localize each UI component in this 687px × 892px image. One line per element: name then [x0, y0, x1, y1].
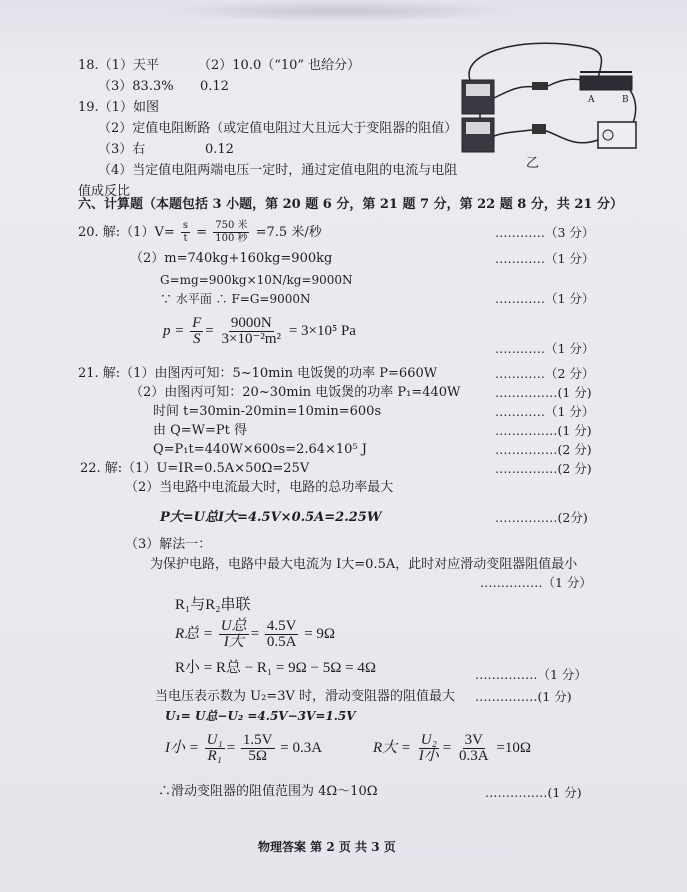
q22-min-resistance: R小 = R总 − R₁ = 9Ω − 5Ω = 4Ω [175, 660, 376, 676]
fraction [205, 733, 225, 764]
result: = 0.3A [280, 740, 323, 756]
q22-series: R₁与R₂串联 [175, 597, 251, 613]
denominator: S [192, 331, 201, 348]
lhs: R大 = [373, 740, 412, 756]
q18-part2: （2）10.0（“10” 也给分） [198, 58, 361, 73]
score: …………（1 分） [495, 291, 595, 306]
q22-part2: （2）当电路中电流最大时，电路的总功率最大 [125, 480, 394, 495]
denominator: t [183, 233, 188, 244]
numerator: U总 [220, 618, 247, 635]
denominator: 3×10⁻²m² [221, 331, 282, 348]
q18-part3: （3）83.3% [98, 79, 174, 94]
q22-max-current: 为保护电路，电路中最大电流为 I大=0.5A，此时对应滑动变阻器阻值最小 [150, 557, 578, 572]
q20-force: ∵ 水平面 ∴ F=G=9000N [160, 292, 311, 306]
denominator: I大 [223, 634, 244, 651]
denominator: I小 [418, 748, 439, 765]
q18-part3-value: 0.12 [200, 79, 229, 94]
result: = 3×10⁵ Pa [288, 323, 356, 339]
fraction [213, 220, 249, 245]
score: ……………(2 分) [495, 442, 592, 457]
score: …………（3 分） [495, 225, 595, 240]
q19-part1: 19.（1）如图 [78, 100, 159, 115]
score: ……………(1 分) [475, 689, 572, 704]
page-footer: 物理答案 第 2 页 共 3 页 [258, 840, 396, 854]
score: ……………(1 分) [495, 423, 592, 438]
fraction [220, 316, 284, 347]
numerator: U₂ [420, 732, 437, 749]
fraction [219, 619, 249, 650]
result: = 9Ω [304, 626, 336, 642]
lhs: p = [163, 323, 185, 339]
denominator: 5Ω [248, 748, 268, 765]
q20-p1-result: =7.5 米/秒 [255, 225, 322, 240]
fraction [181, 220, 190, 245]
q22-conclusion: ∴滑动变阻器的阻值范围为 4Ω～10Ω [158, 784, 378, 799]
q21-part1: 21. 解:（1）由图丙可知：5~10min 电饭煲的功率 P=660W [78, 366, 438, 381]
q21-formula: 由 Q=W=Pt 得 [153, 423, 248, 438]
q22-min-current: I小 = $\frac{\text{U₁}}{\text{R₁}}$ = $\frac{1.5V}{5\Omega}$ = 0.3A [165, 732, 323, 765]
q20-pressure-formula: p = $\frac{F}{S}$ = $\frac{9000N}{\text{3×10⁻²m²}}$ = 3×10⁵ Pa [163, 315, 356, 348]
numerator: 4.5V [266, 618, 297, 635]
denominator: 100 秒 [215, 233, 248, 244]
numerator: 3V [464, 732, 483, 749]
q19-part4-cont: 值成反比 [78, 184, 131, 199]
terminal-b-label: B [622, 95, 629, 105]
denominator: R₁ [207, 748, 222, 765]
rheostat-icon [580, 76, 632, 90]
section-title: 六、计算题（本题包括 3 小题，第 20 题 6 分，第 21 题 7 分，第 22 题 8 分，共 21 分） [78, 197, 623, 212]
fraction [241, 733, 275, 764]
score: ……………(1 分) [495, 385, 592, 400]
denominator: 0.3A [459, 748, 489, 765]
numerator: F [192, 315, 202, 332]
power-supply-icon [598, 122, 636, 148]
score: ……………（1 分） [480, 575, 592, 590]
score: ……………(2 分) [495, 461, 592, 476]
q19-part3: （3）右 [98, 142, 146, 157]
lhs: I小 = [165, 740, 199, 756]
fraction [190, 316, 203, 347]
q21-heat: Q=P₁t=440W×600s=2.64×10⁵ J [153, 442, 368, 457]
q18-part1: 18.（1）天平 [78, 58, 159, 73]
q22-u1: U₁= U总−U₂ =4.5V−3V=1.5V [165, 709, 356, 723]
q19-part4: （4）当定值电阻两端电压一定时，通过定值电阻的电流与电阻 [98, 163, 458, 178]
q21-time: 时间 t=30min-20min=10min=600s [153, 404, 382, 419]
q22-power: P大=U总I大=4.5V×0.5A=2.25W [160, 510, 382, 525]
q20-p1-prefix: 20. 解:（1）V= [78, 225, 175, 240]
q20-gravity: G=mg=900kg×10N/kg=9000N [160, 273, 353, 287]
equals: = [196, 225, 208, 240]
switch-icon [532, 124, 546, 134]
terminal-a-label: A [588, 95, 595, 105]
numerator: s [182, 220, 189, 231]
q21-part2: （2）由图丙可知：20~30min 电饭煲的功率 P₁=440W [130, 385, 461, 400]
denominator: 0.5A [266, 634, 297, 651]
q20-part1 [78, 218, 322, 248]
circuit-diagram [440, 40, 640, 175]
numerator: U₁ [206, 732, 223, 749]
numerator: 1.5V [242, 732, 273, 749]
lhs: R总 = [175, 626, 214, 642]
fraction [265, 619, 299, 650]
q22-part1: 22. 解:（1）U=IR=0.5A×50Ω=25V [80, 461, 310, 476]
score: …………（1 分） [495, 341, 595, 356]
numerator: 9000N [230, 315, 272, 332]
q20-part2: （2）m=740kg+160kg=900kg [130, 251, 333, 266]
q22-voltmeter: 当电压表示数为 U₂=3V 时，滑动变阻器的阻值最大 [155, 689, 455, 704]
figure-label: 乙 [526, 156, 540, 171]
resistor-icon [532, 82, 548, 90]
score: …………（1 分） [495, 251, 595, 266]
fraction [457, 733, 491, 764]
scan-shadow [160, 0, 520, 22]
score: …………（1 分） [495, 404, 595, 419]
q19-part3-value: 0.12 [205, 142, 234, 157]
q22-part3: （3）解法一： [125, 537, 212, 552]
q22-max-resistance: R大 = $\frac{\text{U₂}}{\text{I小}}$ = $\frac{3V}{0.3A}$ =10Ω [373, 732, 531, 765]
score: ……………（1 分） [475, 667, 587, 682]
score: ……………(2分) [495, 510, 588, 525]
result: =10Ω [496, 740, 531, 756]
score: …………（2 分） [495, 366, 595, 381]
q19-part2: （2）定值电阻断路（或定值电阻过大且远大于变阻器的阻值） [98, 121, 458, 136]
fraction [417, 733, 441, 764]
score: ……………(1 分) [485, 785, 582, 800]
numerator: 750 米 [215, 220, 248, 231]
q22-total-resistance: R总 = $\frac{\text{U总}}{\text{I大}}$ = $\frac{4.5V}{0.5A}$ = 9Ω [175, 618, 336, 651]
